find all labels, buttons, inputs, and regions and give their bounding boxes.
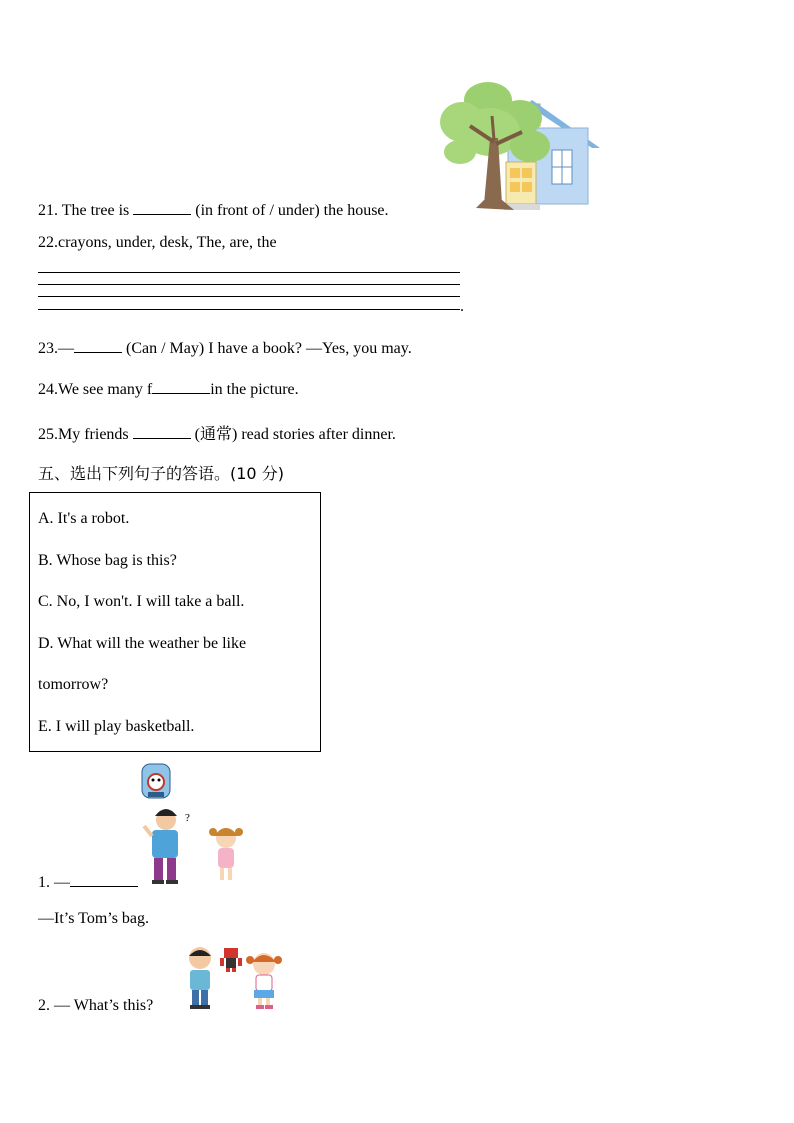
question-22: 22.crayons, under, desk, The, are, the xyxy=(38,234,277,251)
answer-line-22-2[interactable] xyxy=(38,284,460,285)
question-mark-label: ? xyxy=(185,812,190,824)
answer-blank-21[interactable] xyxy=(133,200,191,215)
question-21 xyxy=(38,200,389,220)
answer-line-22-3[interactable] xyxy=(38,296,460,297)
question-24-text-after: in the picture. xyxy=(210,381,299,398)
answer-end-period: . xyxy=(460,298,464,315)
item-1 xyxy=(38,872,138,892)
question-25-text-before: 25.My friends xyxy=(38,426,133,443)
answer-line-22-4[interactable] xyxy=(38,309,460,310)
question-23-text-before: 23.— xyxy=(38,340,74,357)
backpack-boy-girl-illustration xyxy=(136,758,252,886)
section-5-heading: 五、选出下列句子的答语。(10 分) xyxy=(38,464,284,483)
question-21-text-before: . The tree is xyxy=(54,202,134,219)
question-25-text-after: (通常) read stories after dinner. xyxy=(190,426,396,443)
question-24-text-before: 24.We see many f xyxy=(38,381,153,398)
answer-options-box xyxy=(29,492,321,752)
question-21-text-after: (in front of / under) the house. xyxy=(191,202,389,219)
answer-blank-24[interactable] xyxy=(152,379,210,394)
item-1-number: 1. — xyxy=(38,874,70,891)
option-b: B. Whose bag is this? xyxy=(38,552,177,569)
answer-blank-item-1[interactable] xyxy=(70,872,138,887)
boy-robot-girl-illustration xyxy=(182,944,288,1012)
option-c: C. No, I won't. I will take a ball. xyxy=(38,593,245,610)
item-1-answer: —It’s Tom’s bag. xyxy=(38,910,150,927)
answer-blank-23[interactable] xyxy=(74,338,122,353)
item-2: 2. — What’s this? xyxy=(38,997,154,1014)
question-25 xyxy=(38,421,396,444)
question-21-number: 21 xyxy=(38,202,54,219)
question-23-text-after: (Can / May) I have a book? —Yes, you may. xyxy=(122,340,412,357)
tree-house-illustration xyxy=(440,78,602,214)
option-e: E. I will play basketball. xyxy=(38,718,195,735)
answer-line-22-1[interactable] xyxy=(38,272,460,273)
answer-blank-25[interactable] xyxy=(133,424,191,439)
option-d: D. What will the weather be like xyxy=(38,635,247,652)
option-d-continued: tomorrow? xyxy=(38,676,109,693)
question-23 xyxy=(38,338,412,358)
question-24 xyxy=(38,379,299,399)
option-a: A. It's a robot. xyxy=(38,510,130,527)
